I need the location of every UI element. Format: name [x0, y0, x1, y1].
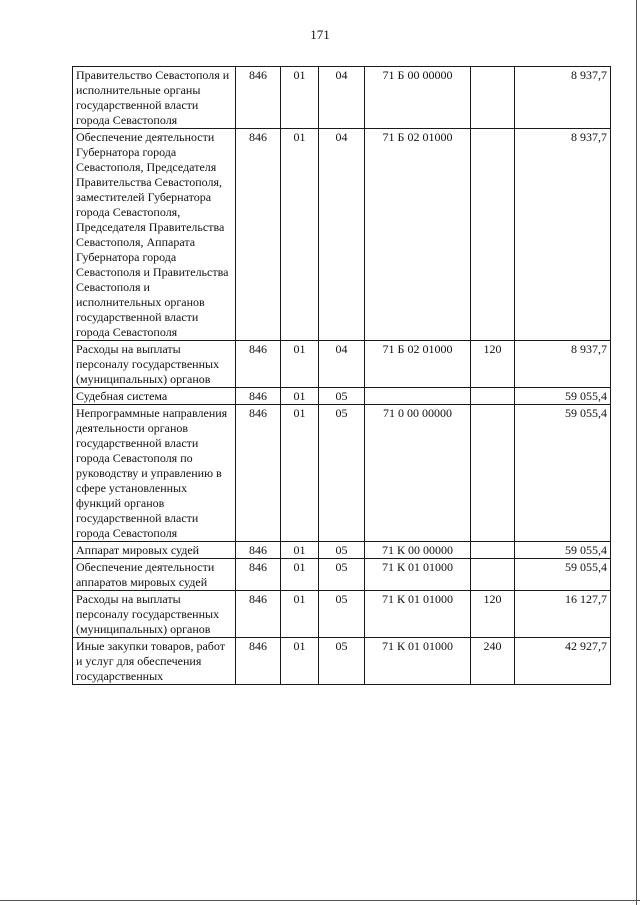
subsection-code: 05 [319, 559, 365, 591]
section-code: 01 [281, 638, 319, 685]
expense-type-code [471, 542, 515, 559]
target-article-code: 71 К 01 01000 [365, 591, 471, 638]
ministry-code: 846 [236, 591, 281, 638]
ministry-code: 846 [236, 67, 281, 129]
amount: 59 055,4 [515, 405, 611, 542]
ministry-code: 846 [236, 638, 281, 685]
section-code: 01 [281, 341, 319, 388]
amount: 8 937,7 [515, 129, 611, 341]
amount: 59 055,4 [515, 542, 611, 559]
target-article-code: 71 Б 02 01000 [365, 341, 471, 388]
table-row [73, 341, 611, 388]
row-name: Судебная система [73, 388, 236, 405]
table-row [73, 638, 611, 685]
ministry-code: 846 [236, 542, 281, 559]
subsection-code: 05 [319, 542, 365, 559]
row-name: Расходы на выплаты персоналу государственных (муниципальных) органов [73, 341, 236, 388]
expense-type-code [471, 129, 515, 341]
target-article-code: 71 0 00 00000 [365, 405, 471, 542]
section-code: 01 [281, 405, 319, 542]
table-row [73, 388, 611, 405]
amount: 59 055,4 [515, 388, 611, 405]
page-number: 171 [310, 27, 330, 42]
table-row [73, 67, 611, 129]
section-code: 01 [281, 129, 319, 341]
amount: 8 937,7 [515, 67, 611, 129]
expense-type-code [471, 405, 515, 542]
row-name: Обеспечение деятельности Губернатора города Севастополя, Председателя Правительства Севастополя, заместителей Губернатора города Севастополя, Председателя Правительства Севастополя, Аппарата Губернатора города Севастополя и Правительства Севастополя и исполнительных органов государственной власти города Севастополя [73, 129, 236, 341]
target-article-code [365, 388, 471, 405]
amount: 16 127,7 [515, 591, 611, 638]
subsection-code: 04 [319, 341, 365, 388]
target-article-code: 71 К 01 01000 [365, 559, 471, 591]
section-code: 01 [281, 67, 319, 129]
amount: 8 937,7 [515, 341, 611, 388]
amount: 42 927,7 [515, 638, 611, 685]
scan-edge-right [636, 0, 637, 905]
row-name: Обеспечение деятельности аппаратов мировых судей [73, 559, 236, 591]
section-code: 01 [281, 388, 319, 405]
target-article-code: 71 К 01 01000 [365, 638, 471, 685]
subsection-code: 04 [319, 129, 365, 341]
ministry-code: 846 [236, 129, 281, 341]
ministry-code: 846 [236, 341, 281, 388]
budget-table-body [73, 67, 611, 685]
ministry-code: 846 [236, 405, 281, 542]
scan-edge-bottom [0, 900, 640, 901]
expense-type-code: 120 [471, 591, 515, 638]
expense-type-code [471, 559, 515, 591]
amount: 59 055,4 [515, 559, 611, 591]
table-row [73, 559, 611, 591]
subsection-code: 05 [319, 405, 365, 542]
target-article-code: 71 Б 00 00000 [365, 67, 471, 129]
row-name: Аппарат мировых судей [73, 542, 236, 559]
table-row [73, 542, 611, 559]
ministry-code: 846 [236, 388, 281, 405]
table-row [73, 129, 611, 341]
subsection-code: 05 [319, 591, 365, 638]
target-article-code: 71 К 00 00000 [365, 542, 471, 559]
ministry-code: 846 [236, 559, 281, 591]
row-name: Расходы на выплаты персоналу государственных (муниципальных) органов [73, 591, 236, 638]
target-article-code: 71 Б 02 01000 [365, 129, 471, 341]
expense-type-code: 120 [471, 341, 515, 388]
subsection-code: 05 [319, 388, 365, 405]
row-name: Непрограммные направления деятельности органов государственной власти города Севастополя по руководству и управлению в сфере установленных функций органов государственной власти города Севастополя [73, 405, 236, 542]
subsection-code: 04 [319, 67, 365, 129]
row-name: Иные закупки товаров, работ и услуг для обеспечения государственных [73, 638, 236, 685]
section-code: 01 [281, 542, 319, 559]
table-row [73, 591, 611, 638]
expense-type-code [471, 67, 515, 129]
expense-type-code [471, 388, 515, 405]
budget-table [72, 66, 611, 685]
table-row [73, 405, 611, 542]
section-code: 01 [281, 591, 319, 638]
subsection-code: 05 [319, 638, 365, 685]
row-name: Правительство Севастополя и исполнительные органы государственной власти города Севастополя [73, 67, 236, 129]
expense-type-code: 240 [471, 638, 515, 685]
section-code: 01 [281, 559, 319, 591]
